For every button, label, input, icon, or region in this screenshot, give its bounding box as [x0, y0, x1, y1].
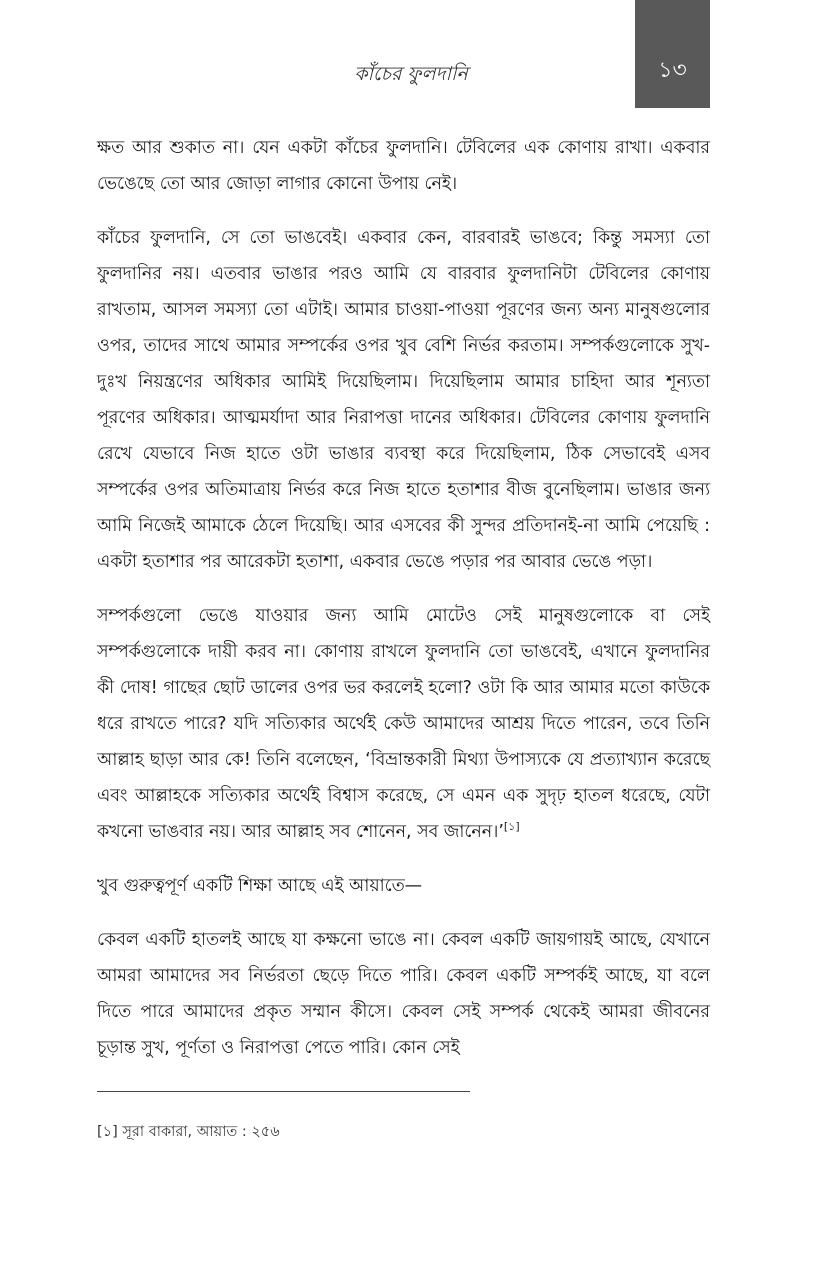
footnote	[97, 1121, 710, 1145]
page-number: ১৩	[658, 58, 687, 83]
footnote-text: সূরা বাকারা, আয়াত : ২৫৬	[117, 1124, 280, 1140]
paragraph-5: কেবল একটি হাতলই আছে যা কক্ষনো ভাঙে না। কেবল একটি জায়গায়ই আছে, যেখানে আমরা আমাদের সব নির্ভরতা ছেড়ে দিতে পারি। কেবল একটি সম্পর্কই আছে, যা বলে দিতে পারে আমাদের প্রকৃত সম্মান কীসে। কেবল সেই সম্পর্ক থেকেই আমরা জীবনের চূড়ান্ত সুখ, পূর্ণতা ও নিরাপত্তা পেতে পারি। কোন সেই	[97, 930, 710, 1058]
paragraph-2: কাঁচের ফুলদানি, সে তো ভাঙবেই। একবার কেন, বারবারই ভাঙবে; কিন্তু সমস্যা তো ফুলদানির নয়। এতবার ভাঙার পরও আমি যে বারবার ফুলদানিটা টেবিলের কোণায় রাখতাম, আসল সমস্যা তো এটাই। আমার চাওয়া-পাওয়া পূরণের জন্য অন্য মানুষগুলোর ওপর, তাদের সাথে আমার সম্পর্কের ওপর খুব বেশি নির্ভর করতাম। সম্পর্কগুলোকে সুখ-দুঃখ নিয়ন্ত্রণের অধিকার আমিই দিয়েছিলাম। দিয়েছিলাম আমার চাহিদা আর শূন্যতা পূরণের অধিকার। আত্মমর্যাদা আর নিরাপত্তা দানের অধিকার। টেবিলের কোণায় ফুলদানি রেখে যেভাবে নিজ হাতে ওটা ভাঙার ব্যবস্থা করে দিয়েছিলাম, ঠিক সেভাবেই এসব সম্পর্কের ওপর অতিমাত্রায় নির্ভর করে নিজ হাতে হতাশার বীজ বুনেছিলাম। ভাঙার জন্য আমি নিজেই আমাকে ঠেলে দিয়েছি। আর এসবের কী সুন্দর প্রতিদানই-না আমি পেয়েছি : একটা হতাশার পর আরেকটা হতাশা, একবার ভেঙে পড়ার পর আবার ভেঙে পড়া।	[97, 228, 710, 572]
paragraph-4: খুব গুরুত্বপূর্ণ একটি শিক্ষা আছে এই আয়াতে—	[97, 876, 423, 896]
footnote-reference[interactable]: [১]	[503, 820, 520, 834]
running-title: কাঁচের ফুলদানি	[354, 63, 468, 85]
body-text	[97, 130, 710, 1084]
paragraph-1: ক্ষত আর শুকাত না। যেন একটা কাঁচের ফুলদানি। টেবিলের এক কোণায় রাখা। একবার ভেঙেছে তো আর জোড়া লাগার কোনো উপায় নেই।	[97, 138, 710, 194]
page-number-tab	[635, 0, 710, 108]
paragraph-3-text: সম্পর্কগুলো ভেঙে যাওয়ার জন্য আমি মোটেও সেই মানুষগুলোকে বা সেই সম্পর্কগুলোকে দায়ী করব না। কোণায় রাখলে ফুলদানি তো ভাঙবেই, এখানে ফুলদানির কী দোষ! গাছের ছোট ডালের ওপর ভর করলেই হলো? ওটা কি আর আমার মতো কাউকে ধরে রাখতে পারে? যদি সত্যিকার অর্থেই কেউ আমাদের আশ্রয় দিতে পারেন, তবে তিনি আল্লাহ ছাড়া আর কে! তিনি বলেছেন, ‘বিভ্রান্তকারী মিথ্যা উপাস্যকে যে প্রত্যাখ্যান করেছে এবং আল্লাহকে সত্যিকার অর্থেই বিশ্বাস করেছে, সে এমন এক সুদৃঢ় হাতল ধরেছে, যেটা কখনো ভাঙবার নয়। আর আল্লাহ সব শোনেন, সব জানেন।’	[97, 606, 710, 842]
footnote-divider	[97, 1091, 470, 1092]
paragraph-3	[97, 598, 710, 850]
footnote-marker: [১]	[97, 1124, 118, 1140]
